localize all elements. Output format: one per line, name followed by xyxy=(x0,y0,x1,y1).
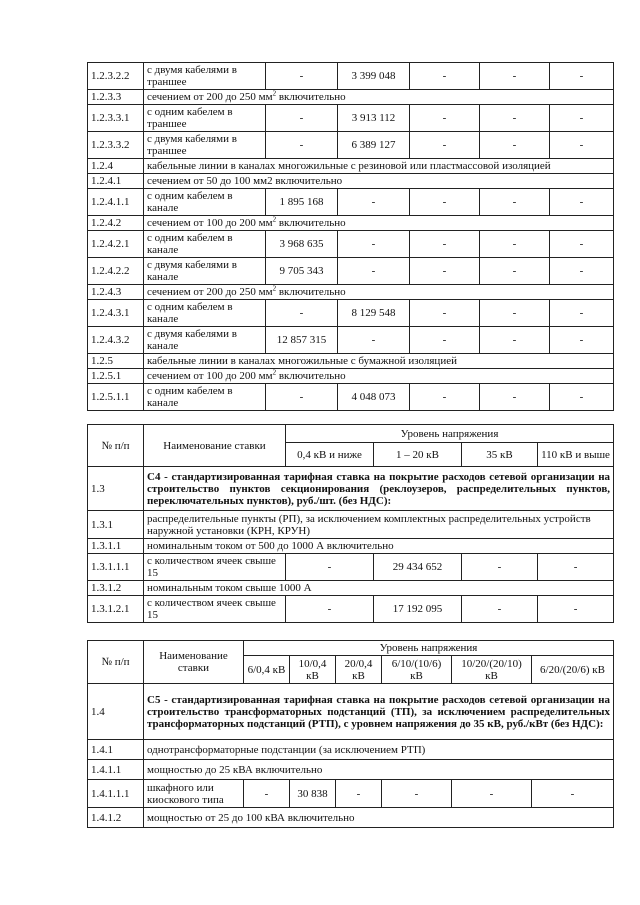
value-cell: - xyxy=(480,258,550,285)
row-code: 1.2.4 xyxy=(88,159,144,174)
item-name: с одним кабелем в канале xyxy=(144,300,266,327)
table-row xyxy=(88,231,614,258)
value-cell: - xyxy=(550,63,614,90)
value-cell: - xyxy=(550,132,614,159)
row-code: 1.2.3.3 xyxy=(88,90,144,105)
section-text: сечением от 100 до 200 мм xyxy=(147,370,273,382)
superscript: 2 xyxy=(272,215,277,224)
item-name: с двумя кабелями в канале xyxy=(144,327,266,354)
value-cell: - xyxy=(480,384,550,411)
table-row xyxy=(88,511,614,539)
value-cell: - xyxy=(410,327,480,354)
section-label xyxy=(144,216,614,231)
item-name: с двумя кабелями в траншее xyxy=(144,132,266,159)
section-label xyxy=(144,740,614,760)
header-col-5: 10/20/(20/10) кВ xyxy=(452,656,532,684)
row-code: 1.2.4.2.1 xyxy=(88,231,144,258)
value-cell: - xyxy=(538,554,614,581)
section-tail: включительно xyxy=(276,217,346,229)
superscript: 2 xyxy=(272,284,277,293)
section-text: номинальным током свыше 1000 А xyxy=(147,582,312,594)
row-code: 1.3.1.2 xyxy=(88,581,144,596)
value-cell: - xyxy=(410,105,480,132)
value-cell: - xyxy=(480,105,550,132)
section-label xyxy=(144,354,614,369)
item-name: с одним кабелем в канале xyxy=(144,231,266,258)
row-code: 1.4.1 xyxy=(88,740,144,760)
value-cell: - xyxy=(266,63,338,90)
table-row xyxy=(88,808,614,828)
header-col-1: 0,4 кВ и ниже xyxy=(286,443,374,467)
value-cell: 30 838 xyxy=(290,780,336,808)
table-row xyxy=(88,258,614,285)
section-label xyxy=(144,511,614,539)
table-row xyxy=(88,285,614,300)
value-cell: - xyxy=(480,327,550,354)
value-cell: - xyxy=(382,780,452,808)
row-code: 1.3.1 xyxy=(88,511,144,539)
item-name: с двумя кабелями в канале xyxy=(144,258,266,285)
header-col-3: 35 кВ xyxy=(462,443,538,467)
table-row xyxy=(88,596,614,623)
value-cell: - xyxy=(266,105,338,132)
value-cell: - xyxy=(550,189,614,216)
table-row xyxy=(88,539,614,554)
table-row xyxy=(88,581,614,596)
section-label xyxy=(144,285,614,300)
row-code: 1.2.4.3.1 xyxy=(88,300,144,327)
value-cell: - xyxy=(532,780,614,808)
table-row xyxy=(88,132,614,159)
value-cell: - xyxy=(244,780,290,808)
table-row xyxy=(88,90,614,105)
row-code: 1.2.5.1 xyxy=(88,369,144,384)
header-col-3: 20/0,4 кВ xyxy=(336,656,382,684)
value-cell: 3 968 635 xyxy=(266,231,338,258)
row-code: 1.3.1.1.1 xyxy=(88,554,144,581)
value-cell: 1 895 168 xyxy=(266,189,338,216)
value-cell: - xyxy=(410,63,480,90)
value-cell: - xyxy=(338,189,410,216)
header-name: Наименование ставки xyxy=(144,641,244,684)
header-col-2: 1 – 20 кВ xyxy=(374,443,462,467)
section-tail: включительно xyxy=(276,370,346,382)
section-label xyxy=(144,760,614,780)
section-code: 1.4 xyxy=(88,684,144,740)
table-row xyxy=(88,174,614,189)
value-cell: - xyxy=(410,189,480,216)
value-cell: - xyxy=(462,596,538,623)
rate-c5-title: С5 - стандартизированная тарифная ставка на покрытие расходов сетевой организации на строительство трансформаторных подстанций (ТП), за исключением распределительных трансформаторных подстанций (РТП), с уровнем напряжения до 35 кВ, руб./кВт (без НДС): xyxy=(144,684,614,740)
value-cell: 3 913 112 xyxy=(338,105,410,132)
row-code: 1.3.1.1 xyxy=(88,539,144,554)
item-name: с количеством ячеек свыше 15 xyxy=(144,554,286,581)
value-cell: - xyxy=(550,384,614,411)
header-num: № п/п xyxy=(88,425,144,467)
table-row xyxy=(88,384,614,411)
value-cell: - xyxy=(550,231,614,258)
section-label xyxy=(144,539,614,554)
value-cell: - xyxy=(480,300,550,327)
value-cell: 9 705 343 xyxy=(266,258,338,285)
row-code: 1.2.4.3 xyxy=(88,285,144,300)
header-col-2: 10/0,4 кВ xyxy=(290,656,336,684)
item-name: с количеством ячеек свыше 15 xyxy=(144,596,286,623)
table-row xyxy=(88,327,614,354)
value-cell: - xyxy=(286,554,374,581)
section-label xyxy=(144,90,614,105)
value-cell: - xyxy=(480,189,550,216)
row-code: 1.2.3.3.2 xyxy=(88,132,144,159)
value-cell: - xyxy=(550,300,614,327)
table-row xyxy=(88,354,614,369)
value-cell: - xyxy=(480,231,550,258)
value-cell: - xyxy=(266,300,338,327)
section-text: сечением от 200 до 250 мм xyxy=(147,286,273,298)
item-name: шкафного или киоскового типа xyxy=(144,780,244,808)
row-code: 1.2.4.2 xyxy=(88,216,144,231)
value-cell: - xyxy=(480,63,550,90)
row-code: 1.3.1.2.1 xyxy=(88,596,144,623)
header-voltage-level: Уровень напряжения xyxy=(244,641,614,656)
table-row xyxy=(88,159,614,174)
superscript: 2 xyxy=(272,368,277,377)
c5-rate-table xyxy=(87,640,614,828)
section-text: кабельные линии в каналах многожильные с резиновой или пластмассовой изоляцией xyxy=(147,160,551,172)
value-cell: - xyxy=(338,327,410,354)
section-text: сечением от 50 до 100 мм2 включительно xyxy=(147,175,343,187)
value-cell: - xyxy=(538,596,614,623)
header-name: Наименование ставки xyxy=(144,425,286,467)
value-cell: - xyxy=(550,258,614,285)
cable-lines-table-body xyxy=(88,63,614,411)
value-cell: - xyxy=(286,596,374,623)
section-label xyxy=(144,159,614,174)
cable-lines-rates-table xyxy=(87,62,614,411)
superscript: 2 xyxy=(272,89,277,98)
value-cell: - xyxy=(266,384,338,411)
value-cell: 8 129 548 xyxy=(338,300,410,327)
item-name: с двумя кабелями в траншее xyxy=(144,63,266,90)
item-name: с одним кабелем в канале xyxy=(144,189,266,216)
header-col-4: 110 кВ и выше xyxy=(538,443,614,467)
table-row xyxy=(88,554,614,581)
value-cell: - xyxy=(410,384,480,411)
section-tail: включительно xyxy=(276,286,346,298)
value-cell: 3 399 048 xyxy=(338,63,410,90)
header-col-1: 6/0,4 кВ xyxy=(244,656,290,684)
row-code: 1.4.1.2 xyxy=(88,808,144,828)
row-code: 1.2.4.3.2 xyxy=(88,327,144,354)
section-text: кабельные линии в каналах многожильные с бумажной изоляцией xyxy=(147,355,457,367)
table-row xyxy=(88,780,614,808)
row-code: 1.4.1.1 xyxy=(88,760,144,780)
value-cell: - xyxy=(550,327,614,354)
value-cell: - xyxy=(410,231,480,258)
table-row xyxy=(88,740,614,760)
value-cell: - xyxy=(410,258,480,285)
section-text: номинальным током от 500 до 1000 А включительно xyxy=(147,540,394,552)
value-cell: - xyxy=(462,554,538,581)
row-code: 1.2.4.1.1 xyxy=(88,189,144,216)
value-cell: - xyxy=(266,132,338,159)
value-cell: 12 857 315 xyxy=(266,327,338,354)
header-col-6: 6/20/(20/6) кВ xyxy=(532,656,614,684)
value-cell: - xyxy=(550,105,614,132)
value-cell: - xyxy=(410,300,480,327)
table-row xyxy=(88,760,614,780)
row-code: 1.2.3.3.1 xyxy=(88,105,144,132)
section-text: распределительные пункты (РП), за исключением комплектных распределительных устройств наружной установки (КРН, КРУН) xyxy=(147,512,591,537)
table-row xyxy=(88,63,614,90)
value-cell: 6 389 127 xyxy=(338,132,410,159)
section-label xyxy=(144,369,614,384)
item-name: с одним кабелем в канале xyxy=(144,384,266,411)
row-code: 1.4.1.1.1 xyxy=(88,780,144,808)
value-cell: - xyxy=(338,231,410,258)
section-label xyxy=(144,581,614,596)
section-text: сечением от 100 до 200 мм xyxy=(147,217,273,229)
row-code: 1.2.3.2.2 xyxy=(88,63,144,90)
value-cell: 17 192 095 xyxy=(374,596,462,623)
value-cell: - xyxy=(336,780,382,808)
row-code: 1.2.4.1 xyxy=(88,174,144,189)
section-text: сечением от 200 до 250 мм xyxy=(147,91,273,103)
value-cell: 29 434 652 xyxy=(374,554,462,581)
table-row xyxy=(88,105,614,132)
header-voltage-level: Уровень напряжения xyxy=(286,425,614,443)
header-col-4: 6/10/(10/6) кВ xyxy=(382,656,452,684)
row-code: 1.2.5.1.1 xyxy=(88,384,144,411)
table-row xyxy=(88,216,614,231)
row-code: 1.2.4.2.2 xyxy=(88,258,144,285)
table-row xyxy=(88,189,614,216)
value-cell: - xyxy=(410,132,480,159)
row-code: 1.2.5 xyxy=(88,354,144,369)
value-cell: - xyxy=(338,258,410,285)
c5-rate-table-body xyxy=(88,740,614,828)
table-row xyxy=(88,300,614,327)
value-cell: - xyxy=(480,132,550,159)
section-tail: включительно xyxy=(276,91,346,103)
value-cell: - xyxy=(452,780,532,808)
section-text: однотрансформаторные подстанции (за исключением РТП) xyxy=(147,743,426,756)
section-text: мощностью от 25 до 100 кВА включительно xyxy=(147,811,355,824)
section-code: 1.3 xyxy=(88,467,144,511)
c4-rate-table xyxy=(87,424,614,623)
rate-c4-title: С4 - стандартизированная тарифная ставка на покрытие расходов сетевой организации на строительство пунктов секционирования (реклоузеров, распределительных пунктов, переключательных пунктов), руб./шт. (без НДС): xyxy=(144,467,614,511)
header-num: № п/п xyxy=(88,641,144,684)
c4-rate-table-body xyxy=(88,511,614,623)
value-cell: 4 048 073 xyxy=(338,384,410,411)
table-row xyxy=(88,369,614,384)
section-text: мощностью до 25 кВА включительно xyxy=(147,763,323,776)
section-label xyxy=(144,174,614,189)
section-label xyxy=(144,808,614,828)
item-name: с одним кабелем в траншее xyxy=(144,105,266,132)
